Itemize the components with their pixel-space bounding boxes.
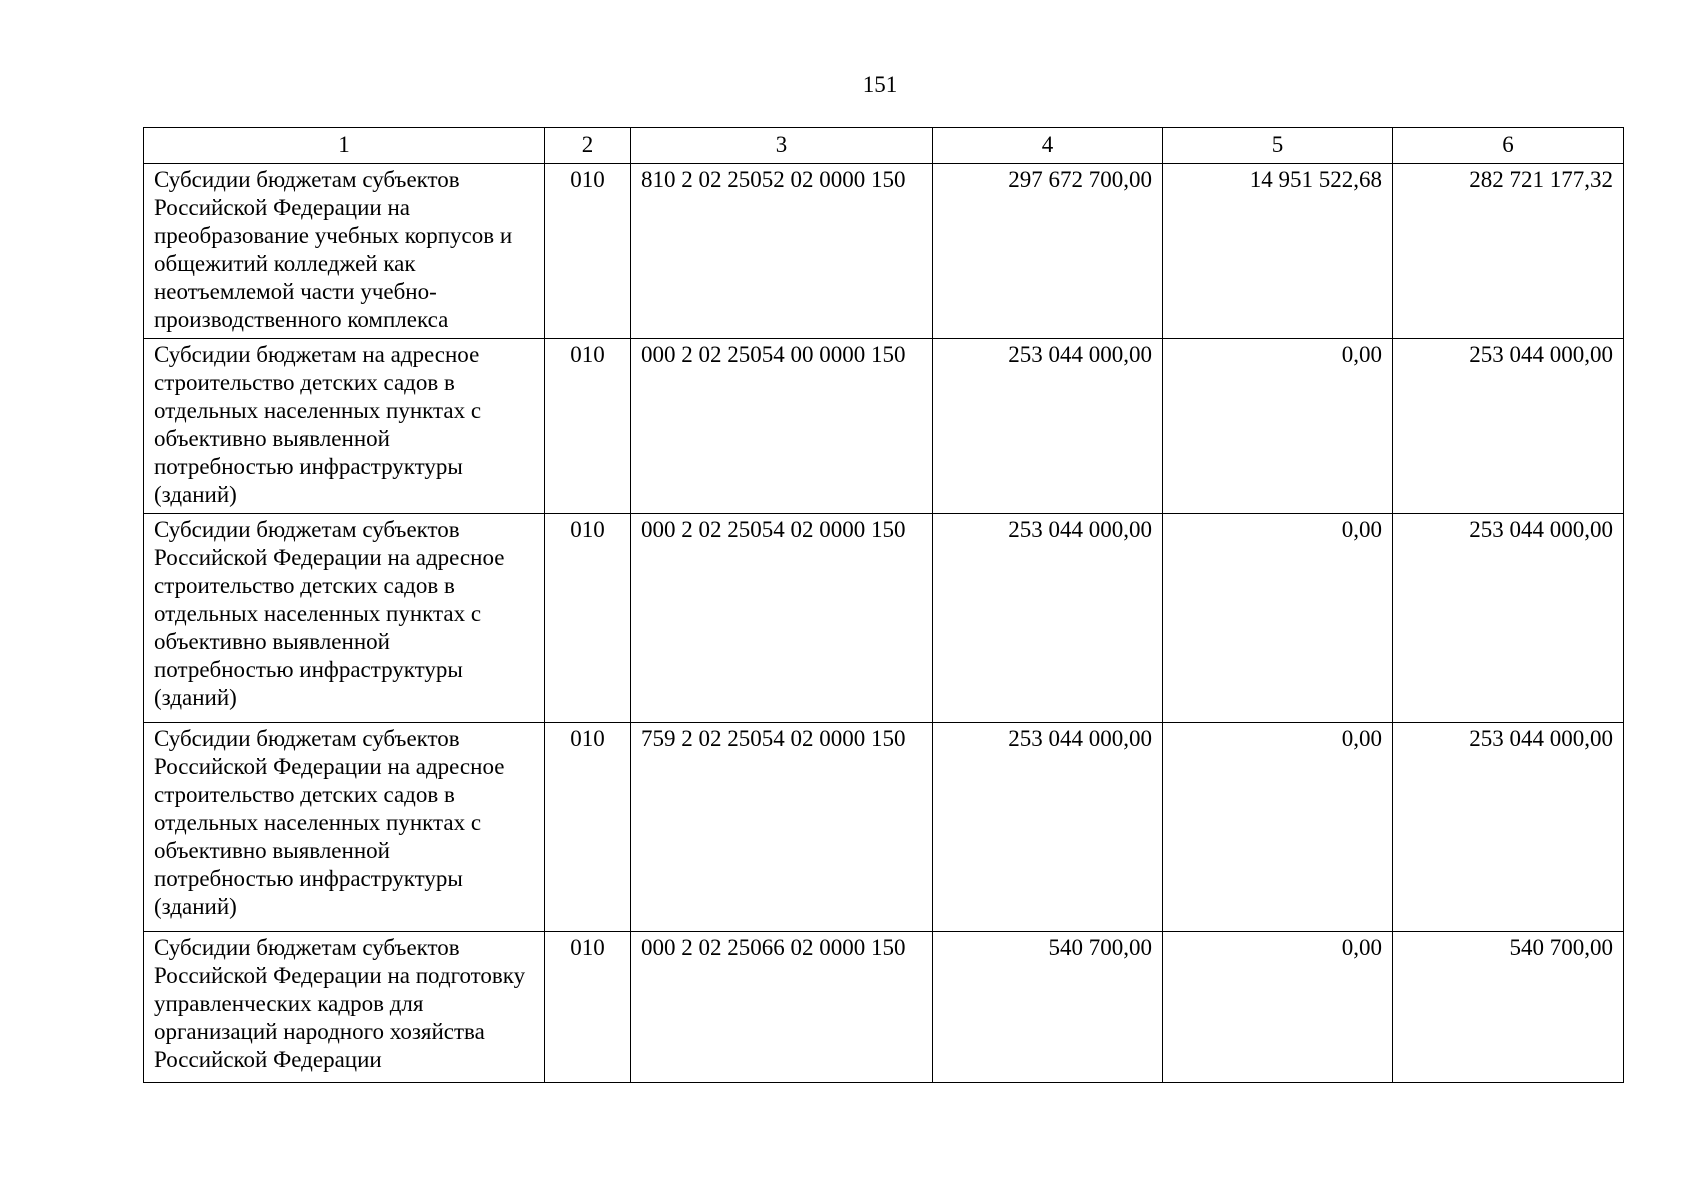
- column-header-1: 1: [144, 128, 545, 164]
- row-kbk: 810 2 02 25052 02 0000 150: [631, 164, 933, 339]
- row-code: 010: [545, 932, 631, 1083]
- row-name: Субсидии бюджетам субъектов Российской Федерации на адресное строительство детских садов в отдельных населенных пунктах с объективно выявленной потребностью инфраструктуры (зданий): [144, 514, 545, 723]
- row-code: 010: [545, 514, 631, 723]
- table-header-row: [144, 128, 1624, 164]
- column-header-5: 5: [1163, 128, 1393, 164]
- budget-table: [143, 127, 1624, 1083]
- row-col4: 540 700,00: [933, 932, 1163, 1083]
- row-name: Субсидии бюджетам на адресное строительство детских садов в отдельных населенных пунктах с объективно выявленной потребностью инфраструктуры (зданий): [144, 339, 545, 514]
- row-col6: 253 044 000,00: [1393, 339, 1624, 514]
- row-col4: 253 044 000,00: [933, 514, 1163, 723]
- row-col6: 253 044 000,00: [1393, 514, 1624, 723]
- row-col4: 253 044 000,00: [933, 339, 1163, 514]
- table-row: [144, 514, 1624, 723]
- row-name: Субсидии бюджетам субъектов Российской Федерации на подготовку управленческих кадров для организаций народного хозяйства Российской Федерации: [144, 932, 545, 1083]
- row-col6: 282 721 177,32: [1393, 164, 1624, 339]
- row-col4: 297 672 700,00: [933, 164, 1163, 339]
- table-row: [144, 339, 1624, 514]
- row-col5: 14 951 522,68: [1163, 164, 1393, 339]
- column-header-6: 6: [1393, 128, 1624, 164]
- row-col6: 253 044 000,00: [1393, 723, 1624, 932]
- row-kbk: 759 2 02 25054 02 0000 150: [631, 723, 933, 932]
- row-code: 010: [545, 339, 631, 514]
- row-col6: 540 700,00: [1393, 932, 1624, 1083]
- row-kbk: 000 2 02 25054 02 0000 150: [631, 514, 933, 723]
- row-col5: 0,00: [1163, 723, 1393, 932]
- row-col4: 253 044 000,00: [933, 723, 1163, 932]
- row-code: 010: [545, 723, 631, 932]
- page-number: 151: [862, 72, 898, 97]
- row-name: Субсидии бюджетам субъектов Российской Федерации на преобразование учебных корпусов и общежитий колледжей как неотъемлемой части учебно-производственного комплекса: [144, 164, 545, 339]
- row-col5: 0,00: [1163, 932, 1393, 1083]
- table-row: [144, 932, 1624, 1083]
- column-header-2: 2: [545, 128, 631, 164]
- row-code: 010: [545, 164, 631, 339]
- row-name: Субсидии бюджетам субъектов Российской Федерации на адресное строительство детских садов в отдельных населенных пунктах с объективно выявленной потребностью инфраструктуры (зданий): [144, 723, 545, 932]
- row-kbk: 000 2 02 25054 00 0000 150: [631, 339, 933, 514]
- column-header-3: 3: [631, 128, 933, 164]
- row-col5: 0,00: [1163, 514, 1393, 723]
- table-row: [144, 164, 1624, 339]
- column-header-4: 4: [933, 128, 1163, 164]
- row-kbk: 000 2 02 25066 02 0000 150: [631, 932, 933, 1083]
- row-col5: 0,00: [1163, 339, 1393, 514]
- table-row: [144, 723, 1624, 932]
